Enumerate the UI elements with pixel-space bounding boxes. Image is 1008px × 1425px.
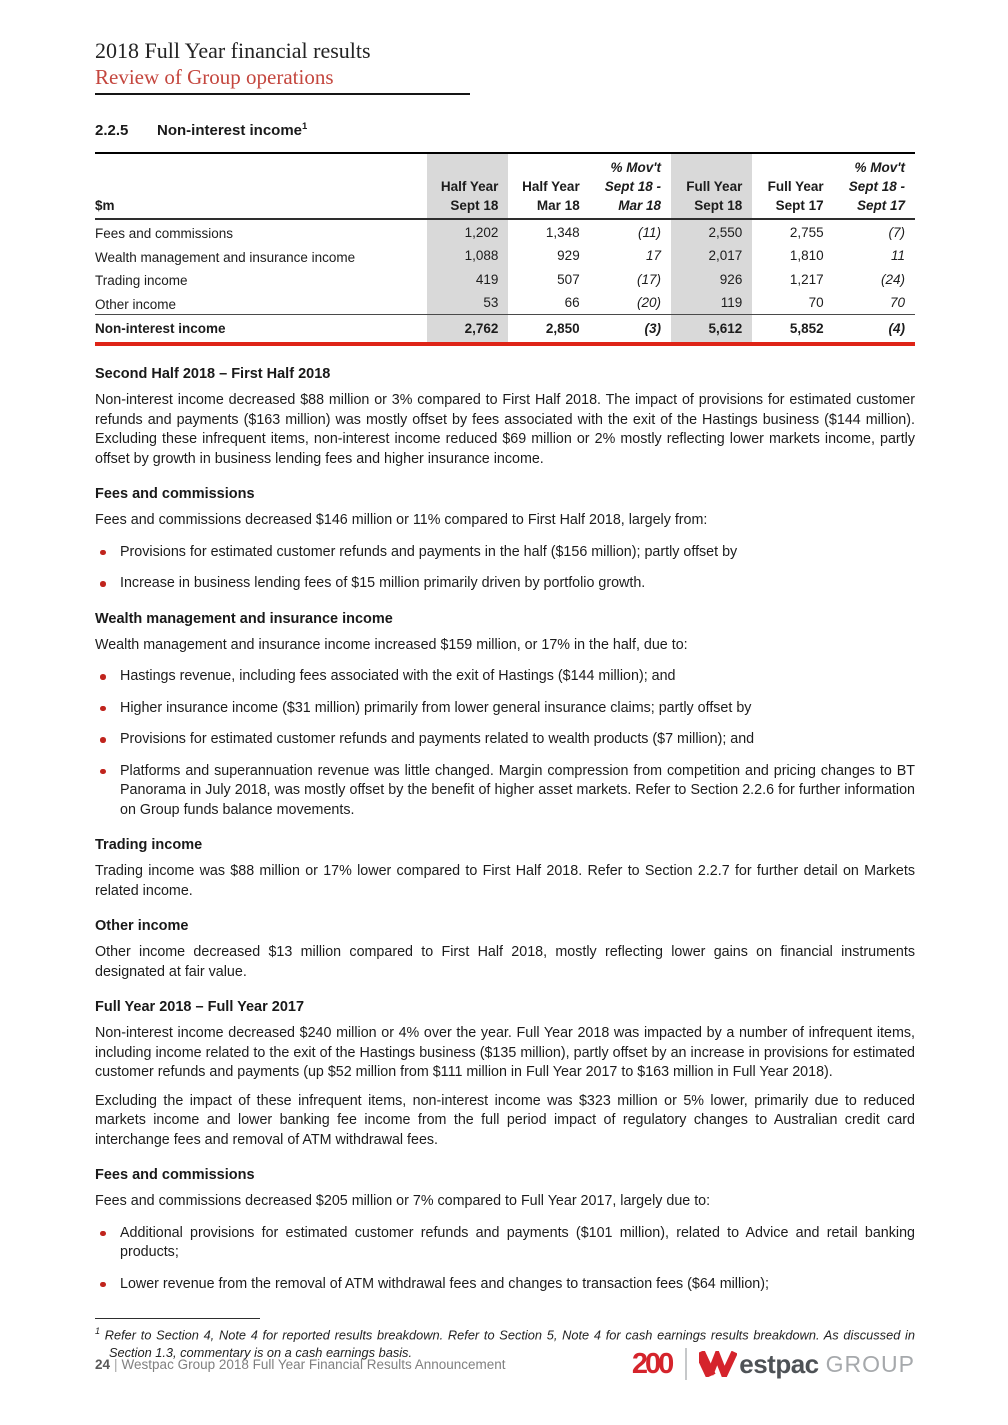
body-paragraph: Non-interest income decreased $240 million or 4% over the year. Full Year 2018 was impacted by a number of infrequent items, including income related to the exit of the Hastings business ($135 million), partly offset by an increase in provisions for estimated customer refunds and payments (up $52 million from $111 million in Full Year 2017 to $163 million in Full Year 2018).: [95, 1025, 915, 1080]
table-cell: 119: [671, 291, 752, 315]
bullet-icon: [100, 769, 106, 775]
footer-left: [95, 1357, 506, 1372]
non-interest-income-table: [95, 152, 915, 346]
col-header: % Mov't: [854, 160, 905, 175]
table-row: [95, 267, 915, 291]
col-header: [508, 153, 589, 177]
bullet-text: Additional provisions for estimated customer refunds and payments ($101 million), related to Advice and retail banking products;: [120, 1224, 915, 1260]
col-header: [427, 153, 508, 177]
col-header: Mar 18: [508, 196, 589, 219]
table-cell: 70: [889, 295, 905, 310]
row-label: Wealth management and insurance income: [95, 249, 356, 265]
bullet-list: [95, 667, 915, 820]
bullet-text: Platforms and superannuation revenue was little changed. Margin compression from competition and pricing changes to BT Panorama in July 2018, was mostly offset by the benefit of higher asset markets. Refer to Section 2.2.6 for further information on Group funds balance movements.: [120, 762, 915, 818]
body-paragraph: Trading income was $88 million or 17% lower compared to First Half 2018. Refer to Section 2.2.7 for further detail on Markets related income.: [95, 863, 915, 899]
body-paragraph: Other income decreased $13 million compared to First Half 2018, mostly reflecting lower gains on financial instruments designated at fair value.: [95, 944, 915, 980]
list-item: [95, 667, 915, 687]
page-footer: [95, 1348, 915, 1380]
table-cell: (17): [637, 271, 662, 287]
table-cell: (11): [638, 224, 662, 240]
bullet-icon: [100, 706, 106, 712]
bullet-icon: [100, 1231, 106, 1237]
body-heading: Trading income: [95, 837, 203, 853]
table-cell: 1,810: [789, 248, 824, 263]
footer-divider: |: [114, 1356, 118, 1372]
body-heading: Fees and commissions: [95, 1167, 255, 1183]
table-cell: (3): [590, 315, 671, 345]
table-cell: 66: [564, 295, 580, 310]
section-heading: [95, 121, 915, 139]
footnote-separator: [95, 1318, 260, 1319]
table-cell: 5,612: [671, 315, 752, 345]
body-paragraph: Excluding the impact of these infrequent items, non-interest income was $323 million or 5% lower, primarily due to reduced markets income and lower banking fee income from the full period impact of regulatory changes to Australian credit card interchange fees and removal of ATM withdrawal fees.: [95, 1092, 915, 1148]
col-header: Sept 17: [752, 196, 833, 219]
list-item: [95, 1275, 915, 1295]
col-header: Sept 18: [671, 196, 752, 219]
table-cell: 1,202: [427, 219, 508, 244]
table-cell: 419: [427, 267, 508, 291]
table-row: [95, 219, 915, 244]
bullet-text: Lower revenue from the removal of ATM withdrawal fees and changes to transaction fees ($64 million);: [120, 1275, 769, 1292]
document-header: [95, 38, 915, 95]
row-label: Non-interest income: [95, 315, 427, 345]
col-header: Sept 18: [427, 196, 508, 219]
section-number: 2.2.5: [95, 122, 129, 139]
body-paragraph: Wealth management and insurance income increased $159 million, or 17% in the half, due to:: [95, 636, 688, 653]
table-cell: 2,755: [789, 224, 824, 240]
table-cell: 2,850: [508, 315, 589, 345]
table-cell: 11: [890, 248, 905, 263]
row-label: Trading income: [95, 273, 188, 288]
body-paragraph: Fees and commissions decreased $146 million or 11% compared to First Half 2018, largely from:: [95, 512, 708, 528]
table-cell: (7): [888, 224, 905, 240]
col-header: [752, 153, 833, 177]
table-header-row: [95, 177, 915, 196]
col-header: Half Year: [427, 177, 508, 196]
table-cell: 1,348: [545, 224, 580, 240]
col-header: Mar 18: [590, 196, 671, 219]
col-header: Full Year: [671, 177, 752, 196]
footnote-marker: 1: [95, 1326, 101, 1336]
westpac-200-logo: 200: [631, 1348, 672, 1380]
table-cell: 2,762: [427, 315, 508, 345]
table-header-row: [95, 196, 915, 219]
table-cell: 70: [808, 295, 824, 310]
col-header: Sept 18 -: [604, 179, 662, 194]
table-cell: 1,088: [427, 244, 508, 268]
westpac-w-icon: [699, 1351, 737, 1377]
list-item: [95, 543, 915, 563]
col-header: Half Year: [522, 179, 580, 194]
table-cell: 926: [671, 267, 752, 291]
table-cell: 17: [645, 248, 662, 263]
table-total-row: [95, 315, 915, 345]
bullet-text: Hastings revenue, including fees associated with the exit of Hastings ($144 million); and: [120, 668, 676, 684]
list-item: [95, 574, 915, 594]
westpac-wordmark: estpac: [739, 1348, 819, 1379]
group-wordmark: GROUP: [825, 1350, 915, 1377]
westpac-logo: [632, 1348, 915, 1380]
body-heading: Second Half 2018 – First Half 2018: [95, 366, 331, 382]
table-row: [95, 291, 915, 315]
row-label: Fees and commissions: [95, 226, 234, 241]
col-header: % Mov't: [610, 160, 662, 175]
bullet-list: [95, 1224, 915, 1295]
document-subtitle: Review of Group operations: [95, 65, 334, 89]
table-row: [95, 244, 915, 268]
table-cell: 53: [427, 291, 508, 315]
document-title: 2018 Full Year financial results: [95, 38, 371, 63]
body-paragraph: Non-interest income decreased $88 million or 3% compared to First Half 2018. The impact of provisions for estimated customer refunds and payments ($163 million) was mostly offset by fees associated with the exit of the Hastings business ($144 million). Excluding these infrequent items, non-interest income reduced $69 million or 2% mostly reflecting lower markets income, partly offset by growth in business lending fees and higher insurance income.: [95, 392, 915, 467]
list-item: [95, 762, 915, 821]
table-cell: (24): [880, 271, 905, 287]
bullet-icon: [100, 581, 106, 587]
page-number: 24: [95, 1356, 111, 1372]
table-cell: 1,217: [789, 271, 824, 287]
list-item: [95, 1224, 915, 1263]
table-cell: 2,017: [671, 244, 752, 268]
table-cell: (4): [834, 315, 915, 345]
bullet-icon: [100, 674, 106, 680]
bullet-icon: [100, 1282, 106, 1288]
bullet-icon: [100, 737, 106, 743]
subtitle-underline: [95, 65, 470, 95]
bullet-text: Provisions for estimated customer refunds and payments in the half ($156 million); partly offset by: [120, 543, 738, 560]
bullet-text: Increase in business lending fees of $15 million primarily driven by portfolio growth.: [120, 575, 646, 591]
logo-divider: [685, 1348, 687, 1380]
table-cell: 507: [557, 271, 580, 287]
section-footnote-marker: 1: [302, 121, 308, 132]
body-heading: Other income: [95, 918, 189, 934]
body-heading: Full Year 2018 – Full Year 2017: [95, 999, 305, 1015]
footer-text: Westpac Group 2018 Full Year Financial Results Announcement: [121, 1356, 506, 1372]
row-label: Other income: [95, 296, 177, 312]
body-paragraph: Fees and commissions decreased $205 million or 7% compared to Full Year 2017, largely due to:: [95, 1193, 711, 1209]
document-body: [95, 366, 915, 1294]
table-cell: (20): [637, 295, 662, 310]
section-title: Non-interest income: [157, 122, 303, 139]
bullet-text: Higher insurance income ($31 million) primarily from lower general insurance claims; partly offset by: [120, 699, 752, 716]
table-cell: 5,852: [752, 315, 833, 345]
list-item: [95, 730, 915, 750]
bullet-icon: [100, 550, 106, 556]
table-cell: 2,550: [671, 219, 752, 244]
col-header: Full Year: [767, 179, 824, 194]
list-item: [95, 699, 915, 719]
bullet-list: [95, 543, 915, 594]
bullet-text: Provisions for estimated customer refunds and payments related to wealth products ($7 million); and: [120, 731, 755, 747]
table-header: [95, 153, 915, 219]
body-heading: Fees and commissions: [95, 486, 255, 502]
col-header: [671, 153, 752, 177]
footnote-text: Refer to Section 4, Note 4 for reported results breakdown. Refer to Section 5, Note 4 for cash earnings results breakdown. As discussed in Section 1.3, commentary is on a cash earnings basis.: [104, 1327, 915, 1360]
col-header: Sept 18 -: [848, 179, 905, 194]
table-header-row: [95, 153, 915, 177]
col-header: Sept 17: [834, 196, 915, 219]
body-heading: Wealth management and insurance income: [95, 610, 393, 627]
unit-label: $m: [95, 196, 427, 219]
table-cell: 929: [557, 248, 580, 263]
